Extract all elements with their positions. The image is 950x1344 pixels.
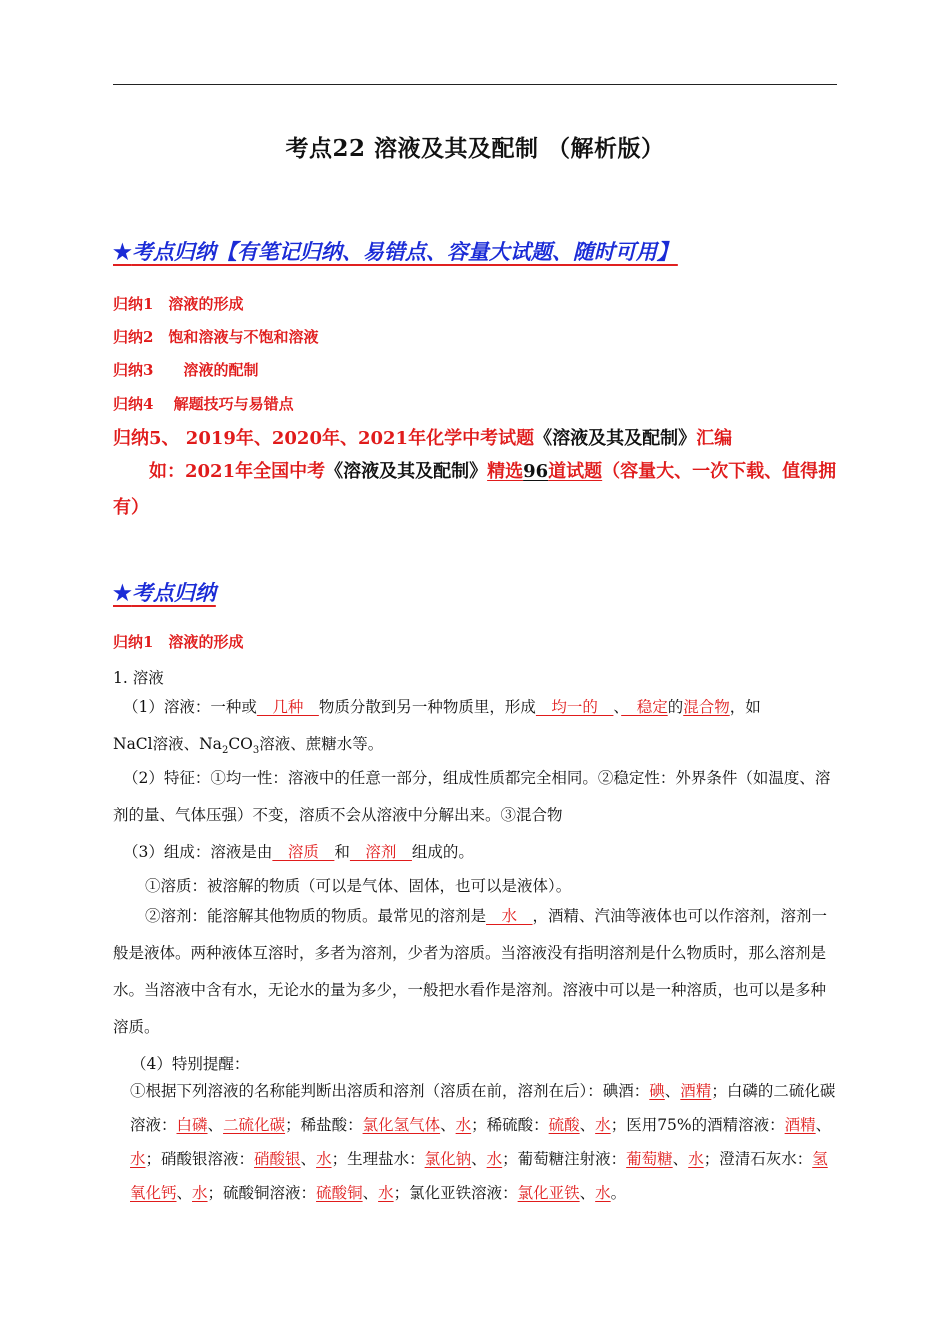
toc-item-4: 归纳4 解题技巧与易错点 — [113, 395, 294, 413]
feature-paragraph: （2）特征：①均一性：溶液中的任意一部分，组成性质都完全相同。②稳定性：外界条件（如温度、溶剂的量、气体压强）不变，溶质不会从溶液中分解出来。③混合物 — [113, 769, 831, 824]
section-header-text: 考点归纳 — [131, 580, 216, 605]
definition-paragraph: （1）溶液：一种或 几种 物质分散到另一种物质里，形成 均一的 、 稳定的混合物，如 NaCl溶液、$Na_2CO_3$溶液、蔗糖水等。 — [113, 698, 761, 757]
toc-item-2: 归纳2 饱和溶液与不饱和溶液 — [113, 328, 319, 346]
page-title: 考点22 溶液及其及配制 （解析版） — [285, 135, 665, 162]
promo-text: 如：2021年全国中考《溶液及其及配制》精选96道试题（容量大、一次下载、值得拥有） — [113, 461, 837, 518]
star-icon: ★ — [113, 239, 132, 264]
section-header-text: 考点归纳【有笔记归纳、易错点、容量大试题、随时可用】 — [131, 239, 678, 264]
section-header-summary — [113, 236, 678, 266]
toc-item-5: 归纳5、 2019年、2020年、2021年化学中考试题《溶液及其及配制》汇编 — [113, 428, 733, 449]
toc-item-1: 归纳1 溶液的形成 — [113, 295, 244, 313]
reminder-line: （4）特别提醒： — [131, 1055, 250, 1073]
header-rule — [113, 84, 837, 85]
judgement-paragraph: ①根据下列溶液的名称能判断出溶质和溶剂（溶质在前，溶剂在后）：碘酒：碘、酒精；白磷的二硫化碳溶液：白磷、二硫化碳；稀盐酸：氯化氢气体、水；稀硫酸：硫酸、水；医用75%的酒精溶液：酒精、水；硝酸银溶液：硝酸银、水；生理盐水：氯化钠、水；葡萄糖注射液：葡萄糖、水；澄清石灰水：氢氧化钙、水；硫酸铜溶液：硫酸铜、水；氯化亚铁溶液：氯化亚铁、水。 — [130, 1082, 836, 1202]
solute-line: ①溶质：被溶解的物质（可以是气体、固体，也可以是液体）。 — [145, 877, 572, 895]
toc-item-3: 归纳3 溶液的配制 — [113, 361, 259, 379]
solvent-paragraph: ②溶剂：能溶解其他物质的物质。最常见的溶剂是 水 ，酒精、汽油等液体也可以作溶剂，溶剂一般是液体。两种液体互溶时，多者为溶剂，少者为溶质。当溶液没有指明溶剂是什么物质时，那么溶剂是水。当溶液中含有水，无论水的量为多少，一般把水看作是溶剂。溶液中可以是一种溶质，也可以是多种溶质。 — [113, 907, 828, 1036]
item-heading: 1. 溶液 — [113, 669, 164, 687]
star-icon: ★ — [113, 580, 132, 605]
composition-line: （3）组成：溶液是由 溶质 和 溶剂 组成的。 — [123, 843, 474, 861]
section-header-kaodian — [113, 577, 216, 607]
subsection-title: 归纳1 溶液的形成 — [113, 633, 244, 651]
